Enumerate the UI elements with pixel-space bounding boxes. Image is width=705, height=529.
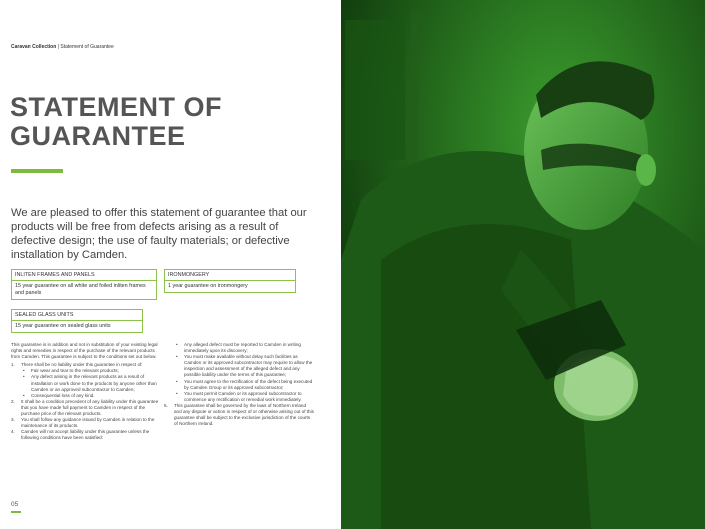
intro-paragraph: We are pleased to offer this statement of guarantee that our products will be free from defects arising as a result of defective design; the use of faulty materials; or defective installation by Camden.	[11, 207, 307, 261]
term-text: It shall be a condition precedent of any liability under this guarantee that you have made full payment to Camden in respect of the purchase price of the relevant products.	[21, 398, 159, 417]
term-bullet: • You must make available without delay such facilities as Camden or its approved subcontractor may require to allow the inspection and assessment of the alleged defect and any possible liability under the terms of this guarantee;	[174, 354, 314, 378]
term-item	[11, 417, 161, 429]
terms-column-right	[164, 342, 314, 427]
page-title	[10, 93, 330, 151]
breadcrumb: Caravan Collection | Statement of Guarantee	[11, 44, 114, 50]
term-bullet: • Any alleged defect must be reported to Camden in writing immediately upon its discovery;	[174, 342, 314, 354]
term-number: 5.	[164, 402, 168, 408]
term-text: Camden will not accept liability under this guarantee unless the following conditions have been satisfied:	[21, 429, 150, 441]
term-bullet: • You must permit Camden or its approved subcontractor to commence any rectification or remedial work immediately.	[174, 391, 314, 403]
text-page	[0, 0, 341, 529]
sealed-glass-guarantee-box	[11, 309, 143, 333]
term-item	[164, 403, 314, 427]
term-text: You shall follow any guidance issued by Camden in relation to the maintenance of its products.	[21, 417, 155, 429]
term-bullet: • Fair wear and tear to the relevant products;	[21, 368, 161, 374]
title-line-2: GUARANTEE	[10, 121, 186, 151]
term-text: This guarantee shall be governed by the laws of Northern Ireland and any dispute or action in respect of or otherwise arising out of this guarantee shall be subject to the exclusive jurisdiction of the courts of Northern Ireland.	[174, 402, 314, 427]
term-number: 2.	[11, 398, 15, 404]
hero-photo	[341, 0, 705, 529]
ironmongery-guarantee-box	[164, 269, 296, 293]
inliten-body: 15 year guarantee on all white and foiled inliten frames and panels	[15, 283, 146, 296]
breadcrumb-section: Caravan Collection	[11, 44, 57, 50]
terms-column-left	[11, 342, 161, 442]
sealed-heading: SEALED GLASS UNITS	[12, 310, 142, 321]
page-number-rule	[11, 511, 21, 513]
page-number: 05	[11, 501, 19, 508]
term-item	[11, 429, 161, 441]
breadcrumb-page: Statement of Guarantee	[60, 44, 114, 50]
sealed-body: 15 year guarantee on sealed glass units	[15, 323, 111, 329]
terms-preamble: This guarantee is in addition and not in substitution of your existing legal rights and remedies in respect of the purchase of the relevant products from Camden. This guarantee is subject to the conditions set out below.	[11, 342, 158, 360]
term-number: 3.	[11, 417, 15, 423]
term-bullet: • Any defect arising in the relevant products as a result of installation or work done to the products by anyone other than Camden or an approved subcontractor to Camden;	[21, 374, 161, 392]
title-accent-bar	[11, 169, 63, 173]
term-bullet: • You must agree to the rectification of the defect being executed by Camden Group or its approved subcontractor;	[174, 379, 314, 391]
term-number: 1.	[11, 362, 15, 368]
term-bullet: • Consequential loss of any kind.	[21, 393, 161, 399]
ironmongery-heading: IRONMONGERY	[165, 270, 295, 281]
ironmongery-body: 1 year guarantee on ironmongery	[168, 283, 248, 289]
title-line-1: STATEMENT OF	[10, 92, 222, 122]
term-number: 4.	[11, 429, 15, 435]
worker-photo-illustration	[341, 0, 705, 529]
inliten-guarantee-box	[11, 269, 157, 300]
term-text: There shall be no liability under this guarantee in respect of:	[21, 362, 143, 368]
term-item	[11, 399, 161, 417]
inliten-heading: INLITEN FRAMES AND PANELS	[12, 270, 156, 281]
